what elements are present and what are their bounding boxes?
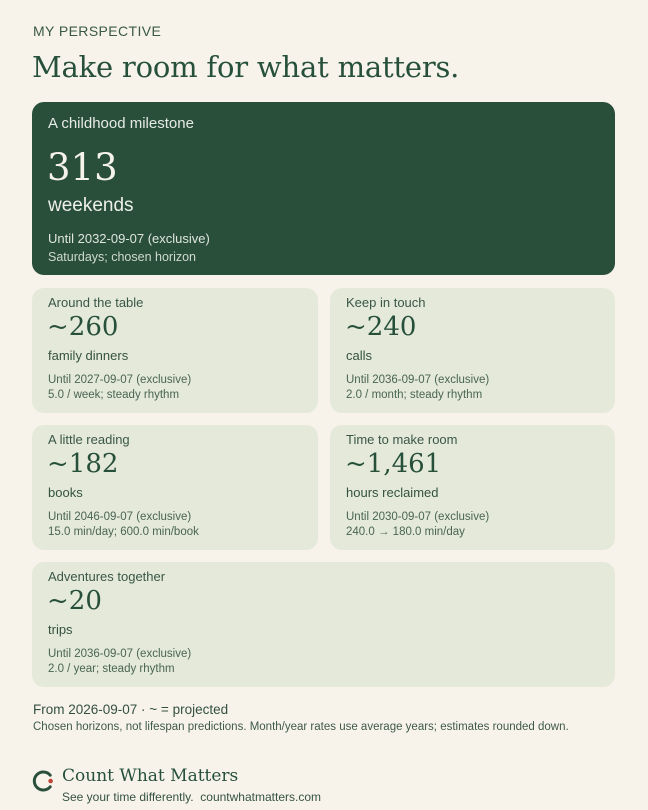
hero-card-note: Saturdays; chosen horizon: [48, 250, 197, 264]
card-value: ~20: [47, 586, 102, 616]
card-note: 5.0 / week; steady rhythm: [48, 389, 180, 401]
card-value: ~240: [345, 312, 417, 342]
count-what-matters-logo-icon: [31, 769, 55, 793]
footer-disclaimer: Chosen horizons, not lifespan predictions. Month/year rates use average years; estimates rounded down.: [33, 721, 569, 733]
card-unit: hours reclaimed: [346, 485, 439, 500]
footer-from-date: From 2026-09-07 · ~ = projected: [33, 702, 229, 717]
card-value: ~182: [47, 449, 119, 479]
card-adventures-together: [32, 562, 615, 687]
card-label: A little reading: [48, 432, 130, 447]
card-keep-in-touch: [330, 288, 615, 413]
hero-card-unit: weekends: [48, 195, 134, 216]
card-note: 15.0 min/day; 600.0 min/book: [48, 526, 199, 538]
brand-name: Count What Matters: [62, 766, 239, 786]
card-until: Until 2036-09-07 (exclusive): [48, 648, 192, 660]
brand-tagline: See your time differently. countwhatmatters.com: [62, 790, 322, 804]
card-label: Time to make room: [346, 432, 458, 447]
card-around-the-table: [32, 288, 318, 413]
card-value: ~1,461: [345, 449, 442, 479]
card-time-to-make-room: [330, 425, 615, 550]
card-note: 2.0 / month; steady rhythm: [346, 389, 483, 401]
card-unit: trips: [48, 622, 73, 637]
hero-card-value: 313: [47, 146, 118, 189]
card-until: Until 2030-09-07 (exclusive): [346, 511, 490, 523]
hero-card-until: Until 2032-09-07 (exclusive): [48, 231, 210, 246]
card-label: Adventures together: [48, 569, 166, 584]
card-note: 240.0 → 180.0 min/day: [346, 526, 465, 538]
card-label: Around the table: [48, 295, 144, 310]
card-a-little-reading: [32, 425, 318, 550]
card-value: ~260: [47, 312, 119, 342]
card-unit: books: [48, 485, 83, 500]
card-until: Until 2046-09-07 (exclusive): [48, 511, 192, 523]
eyebrow-label: MY PERSPECTIVE: [33, 23, 162, 39]
card-until: Until 2027-09-07 (exclusive): [48, 374, 192, 386]
hero-card: [32, 102, 615, 275]
card-note: 2.0 / year; steady rhythm: [48, 663, 175, 675]
card-until: Until 2036-09-07 (exclusive): [346, 374, 490, 386]
hero-card-label: A childhood milestone: [48, 115, 194, 132]
card-unit: calls: [346, 348, 373, 363]
page-title: Make room for what matters.: [32, 50, 460, 84]
card-label: Keep in touch: [346, 295, 426, 310]
card-unit: family dinners: [48, 348, 129, 363]
